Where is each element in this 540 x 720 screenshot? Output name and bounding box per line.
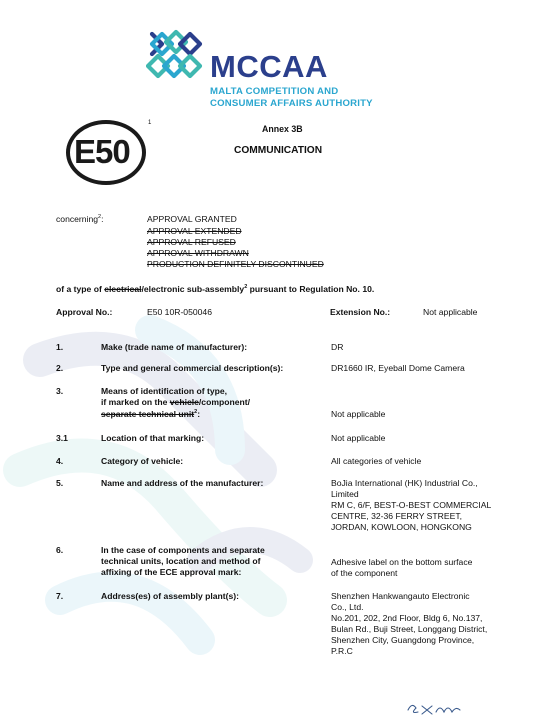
item-6-label-line-1: In the case of components and separate (101, 545, 265, 555)
item-5-value-line-2: Limited (331, 489, 359, 499)
item-3-1-value: Not applicable (331, 433, 386, 443)
status-approval-extended: APPROVAL EXTENDED (147, 226, 242, 236)
item-6-label-line-2: technical units, location and method of (101, 556, 261, 566)
item-3-label-line-3: separate technical unit$^2$: (101, 409, 201, 419)
logo-abbreviation: MCCAA (210, 49, 328, 84)
approval-number-label: Approval No.: (56, 307, 113, 317)
approval-number-value: E50 10R-050046 (147, 307, 212, 317)
concerning-label: concerning$^2$: (56, 214, 104, 224)
status-production-discontinued: PRODUCTION DEFINITELY DISCONTINUED (147, 259, 324, 269)
item-7-value-line-5: Shenzhen City, Guangdong Province, (331, 635, 475, 645)
item-4-number: 4. (56, 456, 64, 466)
item-7-value-line-6: P.R.C (331, 646, 353, 656)
status-approval-granted: APPROVAL GRANTED (147, 214, 237, 224)
item-7-value-line-4: Bulan Rd., Buji Street, Longgang District, (331, 624, 488, 634)
emark-text: E50 (74, 133, 130, 170)
item-4-value: All categories of vehicle (331, 456, 422, 466)
status-approval-withdrawn: APPROVAL WITHDRAWN (147, 248, 249, 258)
type-statement: of a type of electrical/electronic sub-assembly$^2$ pursuant to Regulation No. 10. (56, 284, 375, 294)
item-1-number: 1. (56, 342, 64, 352)
item-6-value-line-1: Adhesive label on the bottom surface (331, 557, 473, 567)
signature-mark (404, 698, 464, 718)
emark-footnote: 1 (148, 120, 152, 126)
page-title: COMMUNICATION (234, 145, 323, 156)
item-6-number: 6. (56, 545, 64, 555)
mccaa-logo-icon (146, 28, 208, 82)
annex-label: Annex 3B (262, 124, 303, 134)
item-2-label: Type and general commercial description(s): (101, 363, 284, 373)
extension-number-label: Extension No.: (330, 307, 391, 317)
item-2-value: DR1660 IR, Eyeball Dome Camera (331, 363, 465, 373)
item-4-label: Category of vehicle: (101, 456, 184, 466)
item-3-1-number: 3.1 (56, 433, 68, 443)
item-3-number: 3. (56, 386, 64, 396)
item-7-number: 7. (56, 591, 64, 601)
status-approval-refused: APPROVAL REFUSED (147, 237, 236, 247)
item-5-label: Name and address of the manufacturer: (101, 478, 264, 488)
item-5-number: 5. (56, 478, 64, 488)
item-5-value-line-4: CENTRE, 32-36 FERRY STREET, (331, 511, 463, 521)
item-1-value: DR (331, 342, 344, 352)
item-7-label: Address(es) of assembly plant(s): (101, 591, 240, 601)
item-2-number: 2. (56, 363, 64, 373)
item-5-value-line-3: RM C, 6/F, BEST-O-BEST COMMERCIAL (331, 500, 492, 510)
item-3-value: Not applicable (331, 409, 386, 419)
logo-subtitle-line-2: CONSUMER AFFAIRS AUTHORITY (210, 98, 373, 109)
item-3-1-label: Location of that marking: (101, 433, 205, 443)
logo-subtitle-line-1: MALTA COMPETITION AND (210, 86, 339, 97)
item-5-value-line-5: JORDAN, KOWLOON, HONGKONG (331, 522, 472, 532)
item-7-value-line-1: Shenzhen Hankwangauto Electronic (331, 591, 470, 601)
item-3-label-line-2: if marked on the vehicle/component/ (101, 397, 251, 407)
item-1-label: Make (trade name of manufacturer): (101, 342, 248, 352)
item-7-value-line-2: Co., Ltd. (331, 602, 364, 612)
item-3-label-line-1: Means of identification of type, (101, 386, 228, 396)
item-6-label-line-3: affixing of the ECE approval mark: (101, 567, 242, 577)
extension-number-value: Not applicable (423, 307, 478, 317)
item-5-value-line-1: BoJia International (HK) Industrial Co., (331, 478, 478, 488)
item-7-value-line-3: No.201, 202, 2nd Floor, Bldg 6, No.137, (331, 613, 483, 623)
item-6-value-line-2: of the component (331, 568, 398, 578)
